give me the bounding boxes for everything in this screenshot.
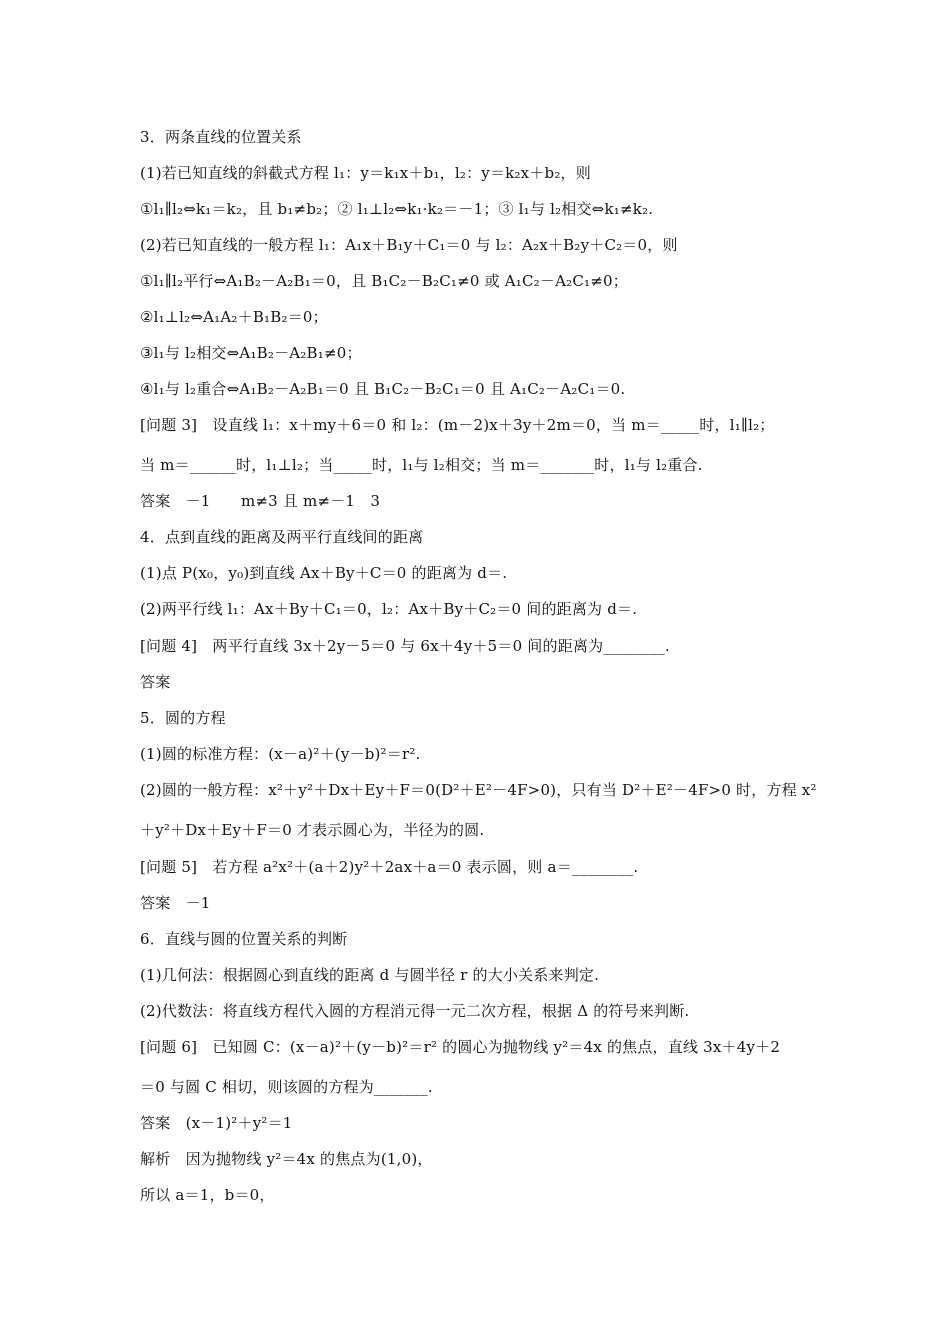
text-line: (2)圆的一般方程：x²＋y²＋Dx＋Ey＋F＝0(D²＋E²－4F>0)，只有当 D²＋E²－4F>0 时，方程 x²: [140, 781, 817, 799]
section-4-heading: 4．点到直线的距离及两平行直线间的距离: [140, 528, 424, 546]
text-line: (2)代数法：将直线方程代入圆的方程消元得一元二次方程，根据 Δ 的符号来判断.: [140, 1002, 690, 1020]
section-3-heading: 3．两条直线的位置关系: [140, 128, 302, 146]
problem-6-cont: ＝0 与圆 C 相切，则该圆的方程为_______.: [140, 1078, 433, 1096]
section-6-heading: 6．直线与圆的位置关系的判断: [140, 930, 348, 948]
analysis-6: 解析 因为抛物线 y²＝4x 的焦点为(1,0)，: [140, 1150, 433, 1168]
problem-4: [问题 4] 两平行直线 3x＋2y－5＝0 与 6x＋4y＋5＝0 间的距离为________.: [140, 637, 670, 655]
text-line: ④l₁与 l₂重合⇔A₁B₂－A₂B₁＝0 且 B₁C₂－B₂C₁＝0 且 A₁C₂－A₂C₁＝0.: [140, 380, 626, 398]
problem-3-cont: 当 m＝______时，l₁⊥l₂；当_____时，l₁与 l₂相交；当 m＝_______时，l₁与 l₂重合.: [140, 456, 703, 474]
answer-4: 答案: [140, 673, 171, 691]
section-5-heading: 5．圆的方程: [140, 709, 226, 727]
text-line: (1)若已知直线的斜截式方程 l₁：y＝k₁x＋b₁，l₂：y＝k₂x＋b₂，则: [140, 164, 591, 182]
text-line: (1)圆的标准方程：(x－a)²＋(y－b)²＝r².: [140, 745, 421, 763]
text-line: (1)点 P(x₀，y₀)到直线 Ax＋By＋C＝0 的距离为 d＝.: [140, 564, 508, 582]
problem-6: [问题 6] 已知圆 C：(x－a)²＋(y－b)²＝r² 的圆心为抛物线 y²＝4x 的焦点，直线 3x＋4y＋2: [140, 1038, 781, 1056]
answer-3: 答案 －1 m≠3 且 m≠－1 3: [140, 492, 381, 510]
answer-5: 答案 －1: [140, 894, 211, 912]
text-line: ①l₁∥l₂⇔k₁＝k₂，且 b₁≠b₂；② l₁⊥l₂⇔k₁·k₂＝－1；③ l₁与 l₂相交⇔k₁≠k₂.: [140, 200, 654, 218]
text-line: ①l₁∥l₂平行⇔A₁B₂－A₂B₁＝0，且 B₁C₂－B₂C₁≠0 或 A₁C₂－A₂C₁≠0；: [140, 272, 628, 290]
text-line: (2)两平行线 l₁：Ax＋By＋C₁＝0，l₂：Ax＋By＋C₂＝0 间的距离为 d＝.: [140, 600, 638, 618]
text-line: (1)几何法：根据圆心到直线的距离 d 与圆半径 r 的大小关系来判定.: [140, 966, 600, 984]
text-line: ③l₁与 l₂相交⇔A₁B₂－A₂B₁≠0；: [140, 344, 362, 362]
text-line: ＋y²＋Dx＋Ey＋F＝0 才表示圆心为，半径为的圆.: [140, 821, 485, 839]
text-line: (2)若已知直线的一般方程 l₁：A₁x＋B₁y＋C₁＝0 与 l₂：A₂x＋B₂y＋C₂＝0，则: [140, 236, 678, 254]
answer-6: 答案 (x－1)²＋y²＝1: [140, 1114, 293, 1132]
analysis-6-cont: 所以 a＝1，b＝0，: [140, 1186, 275, 1204]
text-line: ②l₁⊥l₂⇔A₁A₂＋B₁B₂＝0；: [140, 308, 328, 326]
problem-5: [问题 5] 若方程 a²x²＋(a＋2)y²＋2ax＋a＝0 表示圆，则 a＝________.: [140, 858, 639, 876]
problem-3: [问题 3] 设直线 l₁：x＋my＋6＝0 和 l₂：(m－2)x＋3y＋2m＝0，当 m＝_____时，l₁∥l₂；: [140, 416, 775, 434]
